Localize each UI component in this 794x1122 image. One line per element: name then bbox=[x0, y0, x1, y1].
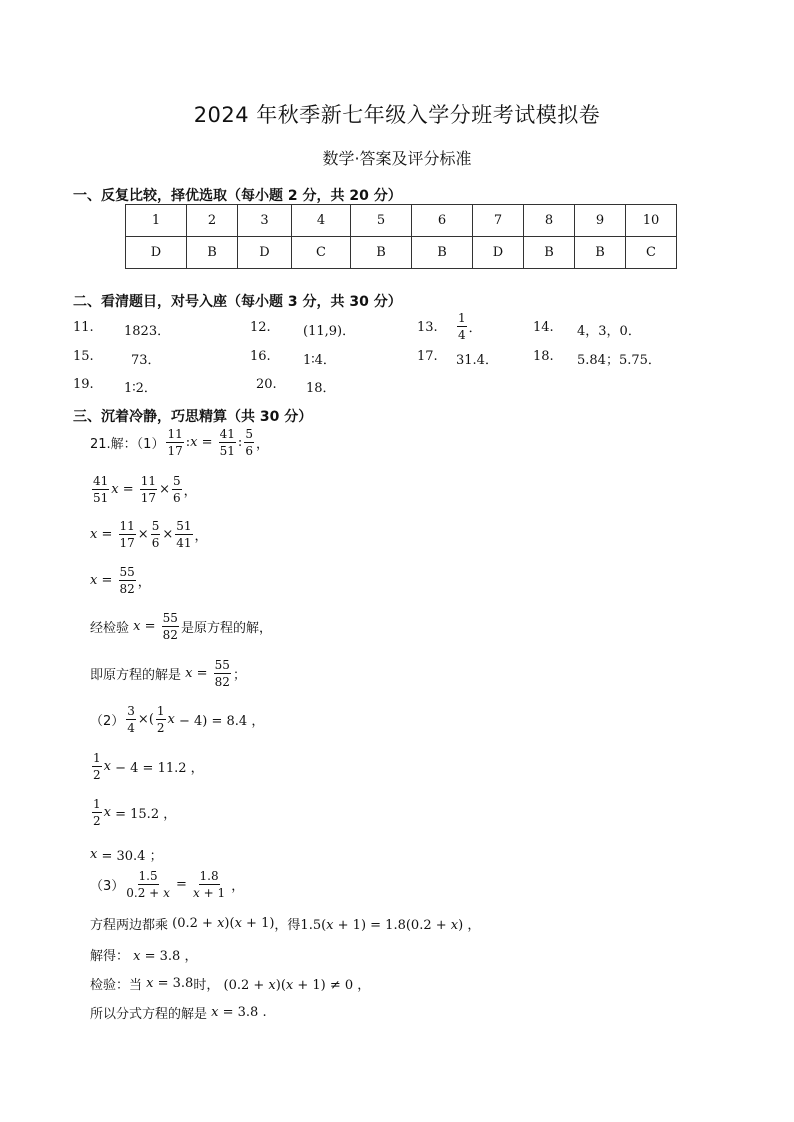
solution-line-7: （2） $\frac{3}{4}$ ×( 1 2 x − 4) = 8.4 ， bbox=[90, 704, 265, 735]
solution-line-3: x = $\frac{11}{17}$ × $\frac{5}{6}$ × $\frac{51}{41}$ ， bbox=[90, 519, 208, 550]
question-number-cell: 2 bbox=[187, 205, 238, 237]
question-number-cell: 3 bbox=[238, 205, 292, 237]
answer-cell: D bbox=[238, 237, 292, 269]
numerator: 1 bbox=[458, 311, 466, 325]
fraction: 5 6 bbox=[245, 427, 253, 458]
multiply-text: 方程两边都乘 bbox=[90, 918, 169, 933]
fill-num-18: 18. bbox=[533, 349, 554, 364]
fill-ans-19: 1∶2． bbox=[124, 381, 157, 396]
answer-cell: C bbox=[626, 237, 677, 269]
question-number-cell: 5 bbox=[351, 205, 412, 237]
answer-cell: B bbox=[351, 237, 412, 269]
section2-heading: 二、看清题目，对号入座（每小题 3 分，共 30 分） bbox=[73, 294, 402, 310]
fraction: $\frac{41}{51}$ bbox=[219, 427, 235, 458]
answer-cell: D bbox=[126, 237, 187, 269]
fill-ans-16: 1∶4． bbox=[303, 353, 336, 368]
answer-table-number-row bbox=[126, 205, 677, 237]
solution-line-10: x = 30.4 ； bbox=[90, 847, 163, 864]
fill-num-20: 20. bbox=[256, 377, 277, 392]
solution-line-6: 即原方程的解是 x = $\frac{55}{82}$ ； bbox=[90, 658, 246, 689]
solution-line-8: 1 2 x − 4 = 11.2 ， bbox=[93, 751, 204, 782]
fill-ans-20: 18． bbox=[306, 381, 336, 396]
question-number-cell: 8 bbox=[524, 205, 575, 237]
get-text: ，得 bbox=[274, 918, 301, 933]
answer-table bbox=[125, 204, 677, 269]
solution-line-11: （3） $\frac{1.5}{0.2 + x}$ = $\frac{1.8}{x + 1}$ ， bbox=[90, 869, 245, 900]
q21-prefix: 21.解：（1） bbox=[90, 437, 165, 452]
fill-ans-14: 4，3，0． bbox=[577, 324, 641, 339]
verify-when: 时， bbox=[193, 978, 220, 993]
question-number-cell: 7 bbox=[473, 205, 524, 237]
fill-ans-11: 1823． bbox=[124, 324, 171, 339]
section1-heading: 一、反复比较，择优选取（每小题 2 分，共 20 分） bbox=[73, 188, 402, 204]
fill-num-17: 17. bbox=[417, 349, 438, 364]
solve-text: 解得： bbox=[90, 949, 130, 964]
page-subtitle: 数学·答案及评分标准 bbox=[322, 149, 472, 168]
solution-line-13: 解得： x = 3.8 ， bbox=[90, 945, 197, 964]
answer-cell: B bbox=[524, 237, 575, 269]
solution-line-1: 21.解：（1） 11 17 : x = $\frac{41}{51}$ : 5 6 ， bbox=[90, 427, 269, 458]
fill-num-19: 19. bbox=[73, 377, 94, 392]
part2-prefix: （2） bbox=[90, 714, 125, 729]
fill-num-12: 12. bbox=[250, 320, 271, 335]
question-number-cell: 6 bbox=[412, 205, 473, 237]
question-number-cell: 1 bbox=[126, 205, 187, 237]
section3-heading: 三、沉着冷静，巧思精算（共 30 分） bbox=[73, 409, 313, 425]
fill-ans-13 bbox=[455, 312, 482, 341]
question-number-cell: 10 bbox=[626, 205, 677, 237]
solution-line-12: 方程两边都乘 (0.2 + x)(x + 1) ，得 1.5(x + 1) = 1.8(0.2 + x) ， bbox=[90, 916, 481, 933]
answer-table-answer-row bbox=[126, 237, 677, 269]
question-number-cell: 4 bbox=[292, 205, 351, 237]
fill-ans-13-tail: ． bbox=[468, 321, 482, 336]
solution-line-2: 41 51 x = $\frac{11}{17}$ × $\frac{5}{6}$ ， bbox=[93, 474, 197, 505]
verify-text: 检验：当 bbox=[90, 978, 143, 993]
solution-line-5: 经检验 x = $\frac{55}{82}$ 是原方程的解， bbox=[90, 611, 272, 642]
answer-cell: C bbox=[292, 237, 351, 269]
solution-line-14: 检验：当 x = 3.8 时， (0.2 + x)(x + 1) ≠ 0 ， bbox=[90, 976, 371, 993]
fill-num-13: 13. bbox=[417, 320, 438, 335]
fill-ans-18: 5.84；5.75． bbox=[577, 353, 661, 368]
fill-num-14: 14. bbox=[533, 320, 554, 335]
answer-cell: D bbox=[473, 237, 524, 269]
question-number-cell: 9 bbox=[575, 205, 626, 237]
solution-line-15: 所以分式方程的解是 x = 3.8 . bbox=[90, 1005, 267, 1022]
solution-line-9: 1 2 x = 15.2 ， bbox=[93, 797, 177, 828]
solution-line-4: x = $\frac{55}{82}$ ， bbox=[90, 565, 151, 596]
fraction: 11 17 bbox=[167, 427, 183, 458]
fill-ans-15: 73． bbox=[131, 353, 161, 368]
check-tail: 是原方程的解， bbox=[180, 621, 272, 636]
final-text: 所以分式方程的解是 bbox=[90, 1007, 208, 1022]
answer-cell: B bbox=[187, 237, 238, 269]
fill-ans-12: (11,9)． bbox=[303, 324, 356, 339]
fill-num-11: 11. bbox=[73, 320, 94, 335]
answer-cell: B bbox=[575, 237, 626, 269]
solution-text: 即原方程的解是 bbox=[90, 668, 182, 683]
denominator: 4 bbox=[458, 328, 466, 342]
check-text: 经检验 bbox=[90, 621, 130, 636]
fill-num-15: 15. bbox=[73, 349, 94, 364]
fraction bbox=[457, 312, 467, 341]
fill-num-16: 16. bbox=[250, 349, 271, 364]
part3-prefix: （3） bbox=[90, 879, 125, 894]
answer-cell: B bbox=[412, 237, 473, 269]
fill-ans-17: 31.4． bbox=[456, 353, 498, 368]
page-title: 2024 年秋季新七年级入学分班考试模拟卷 bbox=[193, 103, 601, 127]
